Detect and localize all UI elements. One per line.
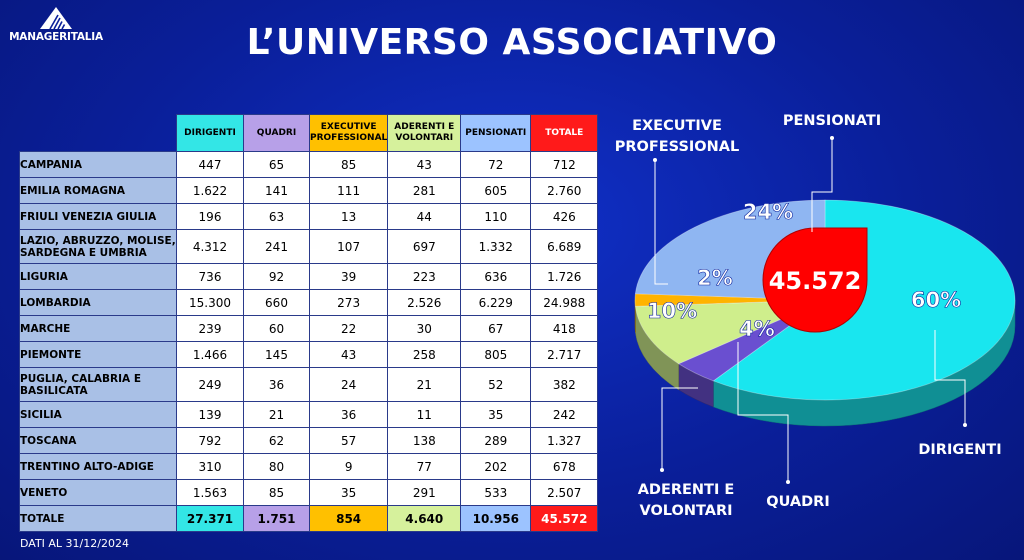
leader-dot <box>830 136 834 140</box>
pie-category-label: QUADRI <box>766 494 830 510</box>
table-cell: 60 <box>244 316 310 342</box>
table-cell: 21 <box>244 402 310 428</box>
table-cell: 2.760 <box>531 178 598 204</box>
region-name: TOSCANA <box>20 428 177 454</box>
table-cell: 660 <box>244 290 310 316</box>
table-cell: 382 <box>531 368 598 402</box>
table-cell: 145 <box>244 342 310 368</box>
pie-category-label: PENSIONATI <box>782 113 882 129</box>
table-cell: 36 <box>310 402 388 428</box>
leader-dot <box>963 423 967 427</box>
table-cell: 24.988 <box>531 290 598 316</box>
table-cell: 289 <box>461 428 531 454</box>
pie-category-label: ADERENTI E <box>637 482 735 498</box>
center-total-value: 45.572 <box>768 267 862 295</box>
table-cell: 1.563 <box>177 480 244 506</box>
table-cell: 805 <box>461 342 531 368</box>
pie-category-label: PROFESSIONAL <box>614 139 740 155</box>
region-name: VENETO <box>20 480 177 506</box>
table-cell: 44 <box>388 204 461 230</box>
table-cell: 6.229 <box>461 290 531 316</box>
table-cell: 39 <box>310 264 388 290</box>
leader-dot <box>660 468 664 472</box>
pie-percent-label: 4% <box>739 317 775 341</box>
leader-dot <box>786 480 790 484</box>
table-cell: 139 <box>177 402 244 428</box>
region-name: MARCHE <box>20 316 177 342</box>
header-aderenti-volontari: ADERENTI E VOLONTARI <box>388 115 461 152</box>
table-cell: 1.726 <box>531 264 598 290</box>
table-cell: 21 <box>388 368 461 402</box>
pie-category-label: VOLONTARI <box>639 503 733 519</box>
table-cell: 636 <box>461 264 531 290</box>
table-cell: 241 <box>244 230 310 264</box>
table-cell: 736 <box>177 264 244 290</box>
table-cell: 249 <box>177 368 244 402</box>
table-cell: 80 <box>244 454 310 480</box>
table-cell: 110 <box>461 204 531 230</box>
table-cell: 62 <box>244 428 310 454</box>
region-name: SICILIA <box>20 402 177 428</box>
page-title: L’UNIVERSO ASSOCIATIVO <box>246 22 778 63</box>
table-cell: 273 <box>310 290 388 316</box>
table-cell: 678 <box>531 454 598 480</box>
table-cell: 35 <box>461 402 531 428</box>
region-name: EMILIA ROMAGNA <box>20 178 177 204</box>
pie-percent-label: 10% <box>646 299 698 323</box>
total-cell: 4.640 <box>388 506 461 532</box>
table-cell: 4.312 <box>177 230 244 264</box>
table-cell: 1.466 <box>177 342 244 368</box>
table-cell: 57 <box>310 428 388 454</box>
table-cell: 258 <box>388 342 461 368</box>
table-cell: 9 <box>310 454 388 480</box>
pie-percent-label: 24% <box>742 200 794 224</box>
table-cell: 43 <box>310 342 388 368</box>
table-cell: 1.622 <box>177 178 244 204</box>
table-cell: 291 <box>388 480 461 506</box>
region-name: LOMBARDIA <box>20 290 177 316</box>
table-cell: 85 <box>244 480 310 506</box>
region-name: TRENTINO ALTO-ADIGE <box>20 454 177 480</box>
table-cell: 310 <box>177 454 244 480</box>
table-cell: 52 <box>461 368 531 402</box>
table-cell: 533 <box>461 480 531 506</box>
table-cell: 65 <box>244 152 310 178</box>
table-cell: 22 <box>310 316 388 342</box>
leader-dot <box>653 158 657 162</box>
table-cell: 77 <box>388 454 461 480</box>
table-cell: 67 <box>461 316 531 342</box>
header-pensionati: PENSIONATI <box>461 115 531 152</box>
table-cell: 30 <box>388 316 461 342</box>
region-name: PUGLIA, CALABRIA E BASILICATA <box>20 368 177 402</box>
table-cell: 36 <box>244 368 310 402</box>
table-cell: 605 <box>461 178 531 204</box>
table-cell: 15.300 <box>177 290 244 316</box>
table-cell: 2.717 <box>531 342 598 368</box>
table-cell: 281 <box>388 178 461 204</box>
table-cell: 697 <box>388 230 461 264</box>
table-cell: 43 <box>388 152 461 178</box>
logo-text: MANAGERITALIA <box>9 31 103 43</box>
table-cell: 2.526 <box>388 290 461 316</box>
table-cell: 72 <box>461 152 531 178</box>
total-cell: 27.371 <box>177 506 244 532</box>
table-cell: 792 <box>177 428 244 454</box>
table-cell: 196 <box>177 204 244 230</box>
region-name: PIEMONTE <box>20 342 177 368</box>
header-executive-professional: EXECUTIVE PROFESSIONAL <box>310 115 388 152</box>
data-date-note: DATI AL 31/12/2024 <box>20 537 129 550</box>
table-cell: 63 <box>244 204 310 230</box>
table-cell: 11 <box>388 402 461 428</box>
region-name: LAZIO, ABRUZZO, MOLISE, SARDEGNA E UMBRIA <box>20 230 177 264</box>
leader-line <box>662 388 698 470</box>
table-cell: 239 <box>177 316 244 342</box>
total-cell: 45.572 <box>531 506 598 532</box>
region-name: LIGURIA <box>20 264 177 290</box>
total-label: TOTALE <box>20 506 177 532</box>
region-name: CAMPANIA <box>20 152 177 178</box>
table-cell: 712 <box>531 152 598 178</box>
table-cell: 1.327 <box>531 428 598 454</box>
header-dirigenti: DIRIGENTI <box>177 115 244 152</box>
table-cell: 35 <box>310 480 388 506</box>
table-cell: 2.507 <box>531 480 598 506</box>
table-cell: 242 <box>531 402 598 428</box>
table-cell: 6.689 <box>531 230 598 264</box>
total-cell: 10.956 <box>461 506 531 532</box>
table-cell: 24 <box>310 368 388 402</box>
table-cell: 418 <box>531 316 598 342</box>
table-cell: 141 <box>244 178 310 204</box>
pie-category-label: DIRIGENTI <box>918 442 1002 458</box>
pie-percent-label: 2% <box>697 266 733 290</box>
total-cell: 854 <box>310 506 388 532</box>
table-cell: 107 <box>310 230 388 264</box>
header-totale: TOTALE <box>531 115 598 152</box>
table-cell: 111 <box>310 178 388 204</box>
pie-category-label: EXECUTIVE <box>632 118 722 134</box>
total-cell: 1.751 <box>244 506 310 532</box>
table-cell: 202 <box>461 454 531 480</box>
pie-percent-label: 60% <box>910 288 962 312</box>
table-cell: 1.332 <box>461 230 531 264</box>
table-cell: 85 <box>310 152 388 178</box>
table-cell: 92 <box>244 264 310 290</box>
table-cell: 223 <box>388 264 461 290</box>
region-name: FRIULI VENEZIA GIULIA <box>20 204 177 230</box>
table-cell: 138 <box>388 428 461 454</box>
table-cell: 13 <box>310 204 388 230</box>
table-cell: 447 <box>177 152 244 178</box>
header-quadri: QUADRI <box>244 115 310 152</box>
table-cell: 426 <box>531 204 598 230</box>
